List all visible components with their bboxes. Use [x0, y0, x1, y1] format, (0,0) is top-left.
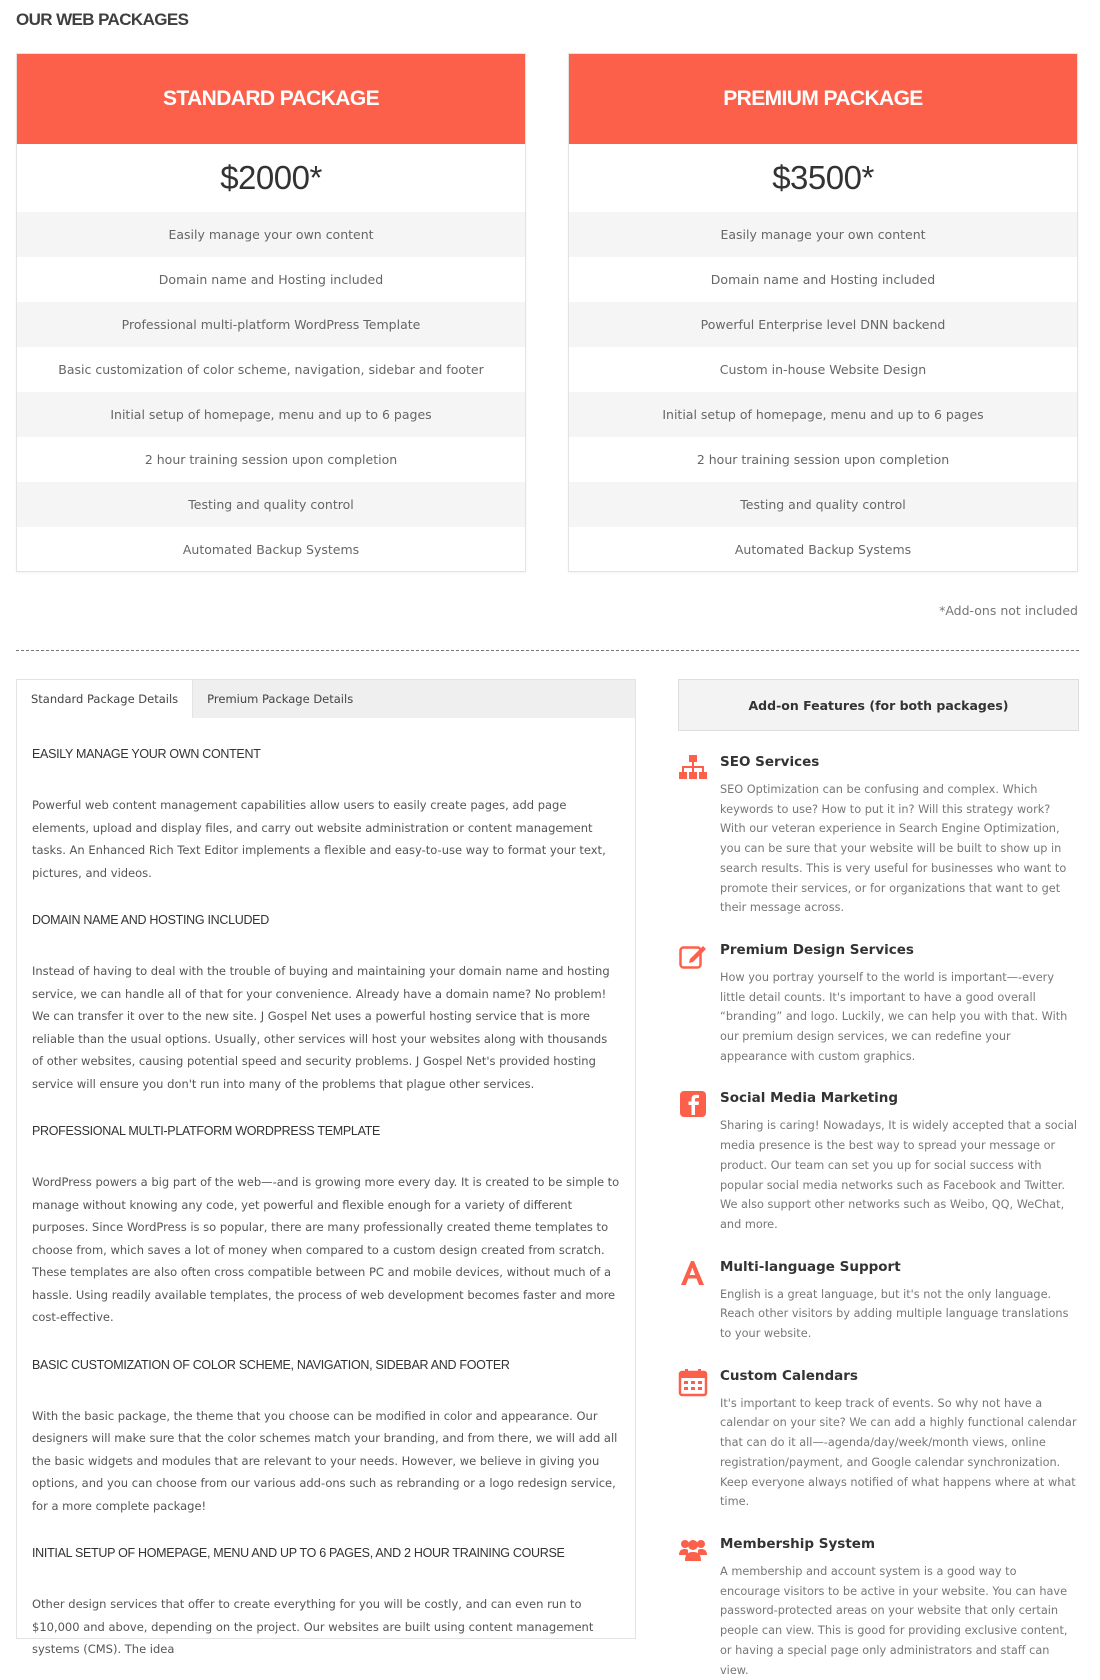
font-icon — [678, 1258, 708, 1288]
users-icon — [678, 1535, 708, 1565]
addon-title: SEO Services — [720, 754, 820, 770]
detail-heading: INITIAL SETUP OF HOMEPAGE, MENU AND UP TO 6 PAGES, AND 2 HOUR TRAINING COURSE — [32, 1546, 565, 1560]
standard-package-card — [16, 53, 526, 572]
addon-text: Sharing is caring! Nowadays, It is widely accepted that a social media presence is the best way to spread your message or product. Our team can set you up for social success with popular social media networks such as Facebook and Twitter. We also support other networks such as Weibo, QQ, WeChat, and more. — [720, 1119, 1078, 1231]
addon-social-media — [678, 1089, 1079, 1234]
tab-bar — [17, 680, 635, 718]
addon-premium-design — [678, 941, 1079, 1067]
addon-seo — [678, 753, 1079, 918]
detail-text: Powerful web content management capabilities allow users to easily create pages, add page elements, upload and display files, and carry out website administration or content management tasks. An Enhanced Rich Text Editor implements a flexible and easy-to-use way to format your text, pictures, and videos. — [32, 798, 606, 880]
addon-features — [678, 679, 1079, 1680]
addons-note: *Add-ons not included — [939, 603, 1078, 618]
tab-content — [17, 746, 635, 1661]
detail-heading: BASIC CUSTOMIZATION OF COLOR SCHEME, NAVIGATION, SIDEBAR AND FOOTER — [32, 1357, 510, 1372]
feature-item: Automated Backup Systems — [734, 542, 912, 557]
package-price: $2000* — [220, 159, 322, 196]
addon-title: Multi-language Support — [720, 1258, 901, 1275]
package-price: $3500* — [772, 159, 874, 196]
addon-text: It's important to keep track of events. So why not have a calendar on your site? We can add a highly functional calendar that can do it all—-agenda/day/week/month views, online registration/payment, and Google calendar synchronization. Keep everyone always notified of what happens where at what time. — [720, 1396, 1077, 1509]
addon-membership — [678, 1535, 1079, 1680]
feature-item: Powerful Enterprise level DNN backend — [569, 302, 1077, 347]
addon-title: Custom Calendars — [720, 1367, 858, 1384]
detail-heading: EASILY MANAGE YOUR OWN CONTENT — [32, 747, 261, 761]
feature-item: Custom in-house Website Design — [719, 362, 927, 377]
feature-item: 2 hour training session upon completion — [144, 452, 398, 467]
feature-item: Professional multi-platform WordPress Template — [17, 302, 525, 347]
detail-text: WordPress powers a big part of the web—-and is growing more every day. It is created to be simple to manage without knowing any code, yet powerful and flexible enough for a variety of different purposes. Since WordPress is so popular, there are many professionally created theme templates to choose from, which saves a lot of money when compared to a custom design created from scratch. These templates are also often cross compatible between PC and mobile devices, without much of a hassle. Using readily available templates, the process of web development becomes faster and more cost-effective. — [32, 1175, 620, 1324]
addon-header: Add-on Features (for both packages) — [678, 679, 1079, 731]
detail-text: With the basic package, the theme that you choose can be modified in color and appearance. Our designers will make sure that the color schemes match your branding, and from there, we will add all the basic widgets and modules that are relevant to your needs. However, we believe in giving you options, and you can choose from our various add-ons such as rebranding or a logo redesign service, for a more complete package! — [32, 1408, 618, 1513]
detail-heading: PROFESSIONAL MULTI-PLATFORM WORDPRESS TEMPLATE — [32, 1124, 381, 1138]
detail-text: Instead of having to deal with the trouble of buying and maintaining your domain name and hosting service, we can handle all of that for your convenience. Already have a domain name? No problem! We can transfer it over to the new site. J Gospel Net uses a powerful hosting service that is more reliable than the usual options. Usually, other services will host your websites along with thousands of other websites, causing potential speed and security problems. J Gospel Net's provided hosting service will ensure you don't run into many of the problems that plague other services. — [32, 964, 610, 1091]
feature-item: Initial setup of homepage, menu and up to 6 pages — [17, 392, 525, 437]
calendar-icon — [678, 1367, 708, 1397]
package-details-panel — [16, 679, 636, 1656]
feature-item: Easily manage your own content — [569, 212, 1077, 257]
premium-package-card — [568, 53, 1078, 572]
tab-standard-details[interactable]: Standard Package Details — [17, 680, 193, 718]
tab-premium-details[interactable]: Premium Package Details — [207, 692, 354, 706]
addon-title: Premium Design Services — [720, 941, 914, 958]
addon-text: How you portray yourself to the world is important—-every little detail counts. It's important to have a good overall “branding” and logo. Luckily, we can help you with that. With our premium design services, we can redefine your appearance with custom graphics. — [720, 970, 1068, 1063]
addon-multi-language — [678, 1258, 1079, 1344]
feature-item: 2 hour training session upon completion — [696, 452, 950, 467]
addon-text: SEO Optimization can be confusing and complex. Which keywords to use? How to put it in? Will this strategy work? With our veteran experience in Search Engine Optimization, you can be sure that your website will be built to show up in search results. This is very useful for businesses who want to promote their services, or for organizations that want to get their message across. — [720, 783, 1067, 915]
package-name: PREMIUM PACKAGE — [569, 54, 1077, 144]
feature-item: Domain name and Hosting included — [158, 272, 384, 287]
addon-text: English is a great language, but it's not the only language. Reach other visitors by adding multiple language translations to your website. — [720, 1287, 1069, 1341]
feature-item: Automated Backup Systems — [182, 542, 360, 557]
feature-list — [569, 212, 1077, 572]
detail-text: Other design services that offer to create everything for you will be costly, and can even run to $10,000 and above, depending on the project. Our websites are built using content management systems (CMS). The idea — [32, 1597, 594, 1656]
feature-item: Easily manage your own content — [17, 212, 525, 257]
section-divider — [16, 650, 1079, 651]
detail-heading: DOMAIN NAME AND HOSTING INCLUDED — [32, 913, 269, 927]
feature-item: Testing and quality control — [569, 482, 1077, 527]
edit-icon — [678, 941, 708, 971]
feature-item: Testing and quality control — [17, 482, 525, 527]
feature-item: Domain name and Hosting included — [710, 272, 936, 287]
addon-title: Membership System — [720, 1535, 876, 1552]
addon-text: A membership and account system is a good way to encourage visitors to be active in your website. You can have password-protected areas on your website that only certain people can view. This is good for providing exclusive content, or having a special page only administrators and staff can view. — [720, 1564, 1068, 1677]
feature-list — [17, 212, 525, 572]
facebook-icon — [678, 1089, 708, 1119]
feature-item: Initial setup of homepage, menu and up to 6 pages — [569, 392, 1077, 437]
addon-custom-calendars — [678, 1367, 1079, 1512]
feature-item: Basic customization of color scheme, navigation, sidebar and footer — [58, 362, 484, 377]
addon-title: Social Media Marketing — [720, 1090, 899, 1107]
page-title: OUR WEB PACKAGES — [16, 10, 189, 29]
package-name: STANDARD PACKAGE — [17, 54, 525, 144]
sitemap-icon — [678, 753, 708, 783]
